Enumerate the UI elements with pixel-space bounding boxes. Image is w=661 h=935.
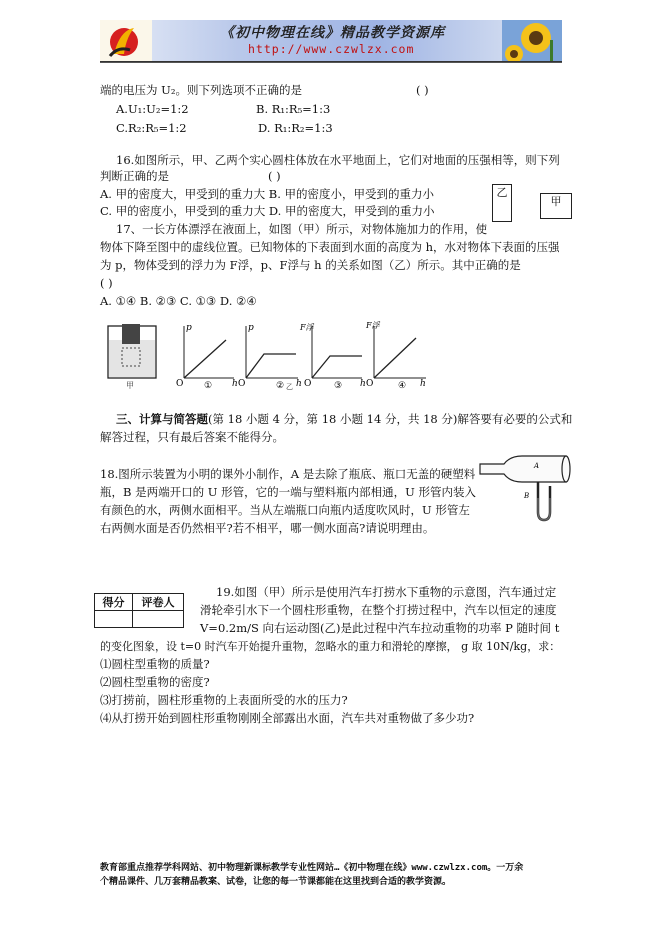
site-logo — [100, 20, 152, 62]
graph-4-axis-x: h — [420, 379, 426, 389]
grader-cell[interactable] — [133, 611, 184, 628]
q18-stem-line2: 瓶，B 是两端开口的 U 形管，它的一端与塑料瓶内部相通，U 形管内装入 — [100, 485, 476, 499]
q15-option-b: B. R₁:R₅=1:3 — [256, 102, 331, 116]
bottle-label-a: A — [534, 462, 540, 470]
graph-2-axis-y: p — [248, 323, 254, 333]
bottle-utube-figure — [478, 450, 572, 524]
q17-answer-paren: ( ) — [100, 276, 113, 290]
graph-4 — [365, 321, 426, 390]
header-banner — [100, 20, 562, 63]
cylinder-yi-figure — [492, 184, 512, 222]
footer-line2: 个精品课件、几万套精品教案、试卷，让您的每一节课都能在这里找到合适的教学资源。 — [100, 877, 452, 887]
graph-3-origin: O — [304, 379, 312, 389]
graph-2-label: ② — [276, 381, 285, 390]
graph-2 — [238, 323, 302, 390]
section3-heading: 三、计算与简答题 — [116, 412, 208, 426]
cylinder-jia-figure — [540, 193, 572, 219]
q18-stem-line4: 右两侧水面是否仍然相平?若不相平，哪一侧水面高?请说明理由。 — [100, 521, 435, 535]
graph-1-origin: O — [176, 379, 184, 389]
graph-1-label: ① — [204, 381, 213, 390]
graph-3-label: ③ — [334, 381, 343, 390]
q17-options: A. ①④ B. ②③ C. ①③ D. ②④ — [100, 294, 257, 308]
q19-stem-line4: 的变化图象，设 t=0 时汽车开始提升重物，忽略水的重力和滑轮的摩擦， g 取 10N/kg，求： — [100, 640, 561, 653]
graph-4-axis-y: F浮 — [366, 321, 380, 330]
container-caption: 甲 — [126, 381, 134, 390]
q16-answer-paren: ( ) — [268, 169, 281, 183]
container-figure — [108, 324, 156, 390]
header-rule — [100, 61, 562, 62]
graph-1-axis-y: p — [186, 323, 192, 333]
q19-sub1: ⑴圆柱型重物的质量? — [100, 657, 210, 671]
cylinder-jia-label: 甲 — [550, 195, 562, 208]
q19-stem-line2: 滑轮牵引水下一个圆柱形重物，在整个打捞过程中，汽车以恒定的速度 — [200, 603, 557, 617]
q17-stem-line3: 为 p，物体受到的浮力为 F浮，p、F浮与 h 的关系如图（乙）所示。其中正确的是 — [100, 258, 521, 272]
graph-3-axis-x: h — [360, 379, 366, 389]
graph-1-axis-x: h — [232, 379, 238, 389]
q16-stem-line1: 16.如图所示，甲、乙两个实心圆柱体放在水平地面上，它们对地面的压强相等，则下列 — [116, 153, 560, 167]
graph-4-label: ④ — [398, 381, 407, 390]
section3-heading-line — [116, 412, 572, 427]
graph-4-origin: O — [366, 379, 374, 389]
q15-option-d: D. R₁:R₂=1:3 — [258, 121, 333, 135]
q15-answer-paren: ( ) — [416, 83, 429, 97]
graph-2-origin: O — [238, 379, 246, 389]
q19-sub2: ⑵圆柱型重物的密度? — [100, 675, 210, 689]
q17-stem-line1: 17、一长方体漂浮在液面上，如图（甲）所示，对物体施加力的作用，使 — [116, 222, 488, 236]
section3-text1: (第 18 小题 4 分，第 18 小题 14 分，共 18 分)解答要有必要的公式和 — [208, 412, 573, 426]
q19-stem-line1: 19.如图（甲）所示是使用汽车打捞水下重物的示意图，汽车通过定 — [216, 585, 557, 599]
graph-3 — [299, 323, 366, 390]
q19-sub3: ⑶打捞前，圆柱形重物的上表面所受的水的压力? — [100, 693, 348, 707]
q17-stem-line2: 物体下降至图中的虚线位置。已知物体的下表面到水面的高度为 h，水对物体下表面的压强 — [100, 240, 560, 254]
q15-stem-tail: 端的电压为 U₂。则下列选项不正确的是 — [100, 83, 302, 97]
graph-2-axis-x: h — [296, 379, 302, 389]
sunflower-icon — [502, 20, 562, 62]
q15-option-a: A.U₁:U₂=1:2 — [116, 102, 189, 116]
q19-sub4: ⑷从打捞开始到圆柱形重物刚刚全部露出水面，汽车共对重物做了多少功? — [100, 711, 475, 725]
score-table — [94, 593, 184, 628]
q16-options-cd: C. 甲的密度小，甲受到的重力大 D. 甲的密度大，甲受到的重力小 — [100, 204, 435, 218]
footer-line1: 教育部重点推荐学科网站、初中物理新课标教学专业性网站…《初中物理在线》www.czwlzx.com。一万余 — [100, 863, 524, 873]
q17-figure — [100, 318, 430, 390]
q16-options-ab: A. 甲的密度大，甲受到的重力大 B. 甲的密度小，甲受到的重力小 — [100, 187, 435, 201]
score-cell[interactable] — [95, 611, 133, 628]
cylinder-yi-label: 乙 — [496, 186, 508, 199]
site-title: 《初中物理在线》精品教学资源库 — [220, 25, 445, 41]
grader-header: 评卷人 — [133, 594, 184, 611]
q16-stem-line2: 判断正确的是 — [100, 169, 169, 183]
utube-label-b: B — [524, 492, 530, 500]
graph-3-axis-y: F浮 — [300, 323, 314, 332]
graphs-caption: 乙 — [286, 383, 293, 390]
q15-option-c: C.R₂:R₅=1:2 — [116, 121, 187, 135]
graph-1 — [176, 323, 238, 390]
q19-stem-line3: V=0.2m/S 向右运动图(乙)是此过程中汽车拉动重物的功率 P 随时间 t — [200, 621, 560, 635]
q18-stem-line3: 有颜色的水，两侧水面相平。当从左端瓶口向瓶内适度吹风时，U 形管左 — [100, 503, 470, 517]
q18-stem-line1: 18.图所示装置为小明的课外小制作，A 是去除了瓶底、瓶口无盖的硬塑料 — [100, 467, 476, 481]
site-url[interactable]: http://www.czwlzx.com — [248, 42, 415, 56]
score-header: 得分 — [95, 594, 133, 611]
section3-text2: 解答过程，只有最后答案不能得分。 — [100, 430, 284, 444]
